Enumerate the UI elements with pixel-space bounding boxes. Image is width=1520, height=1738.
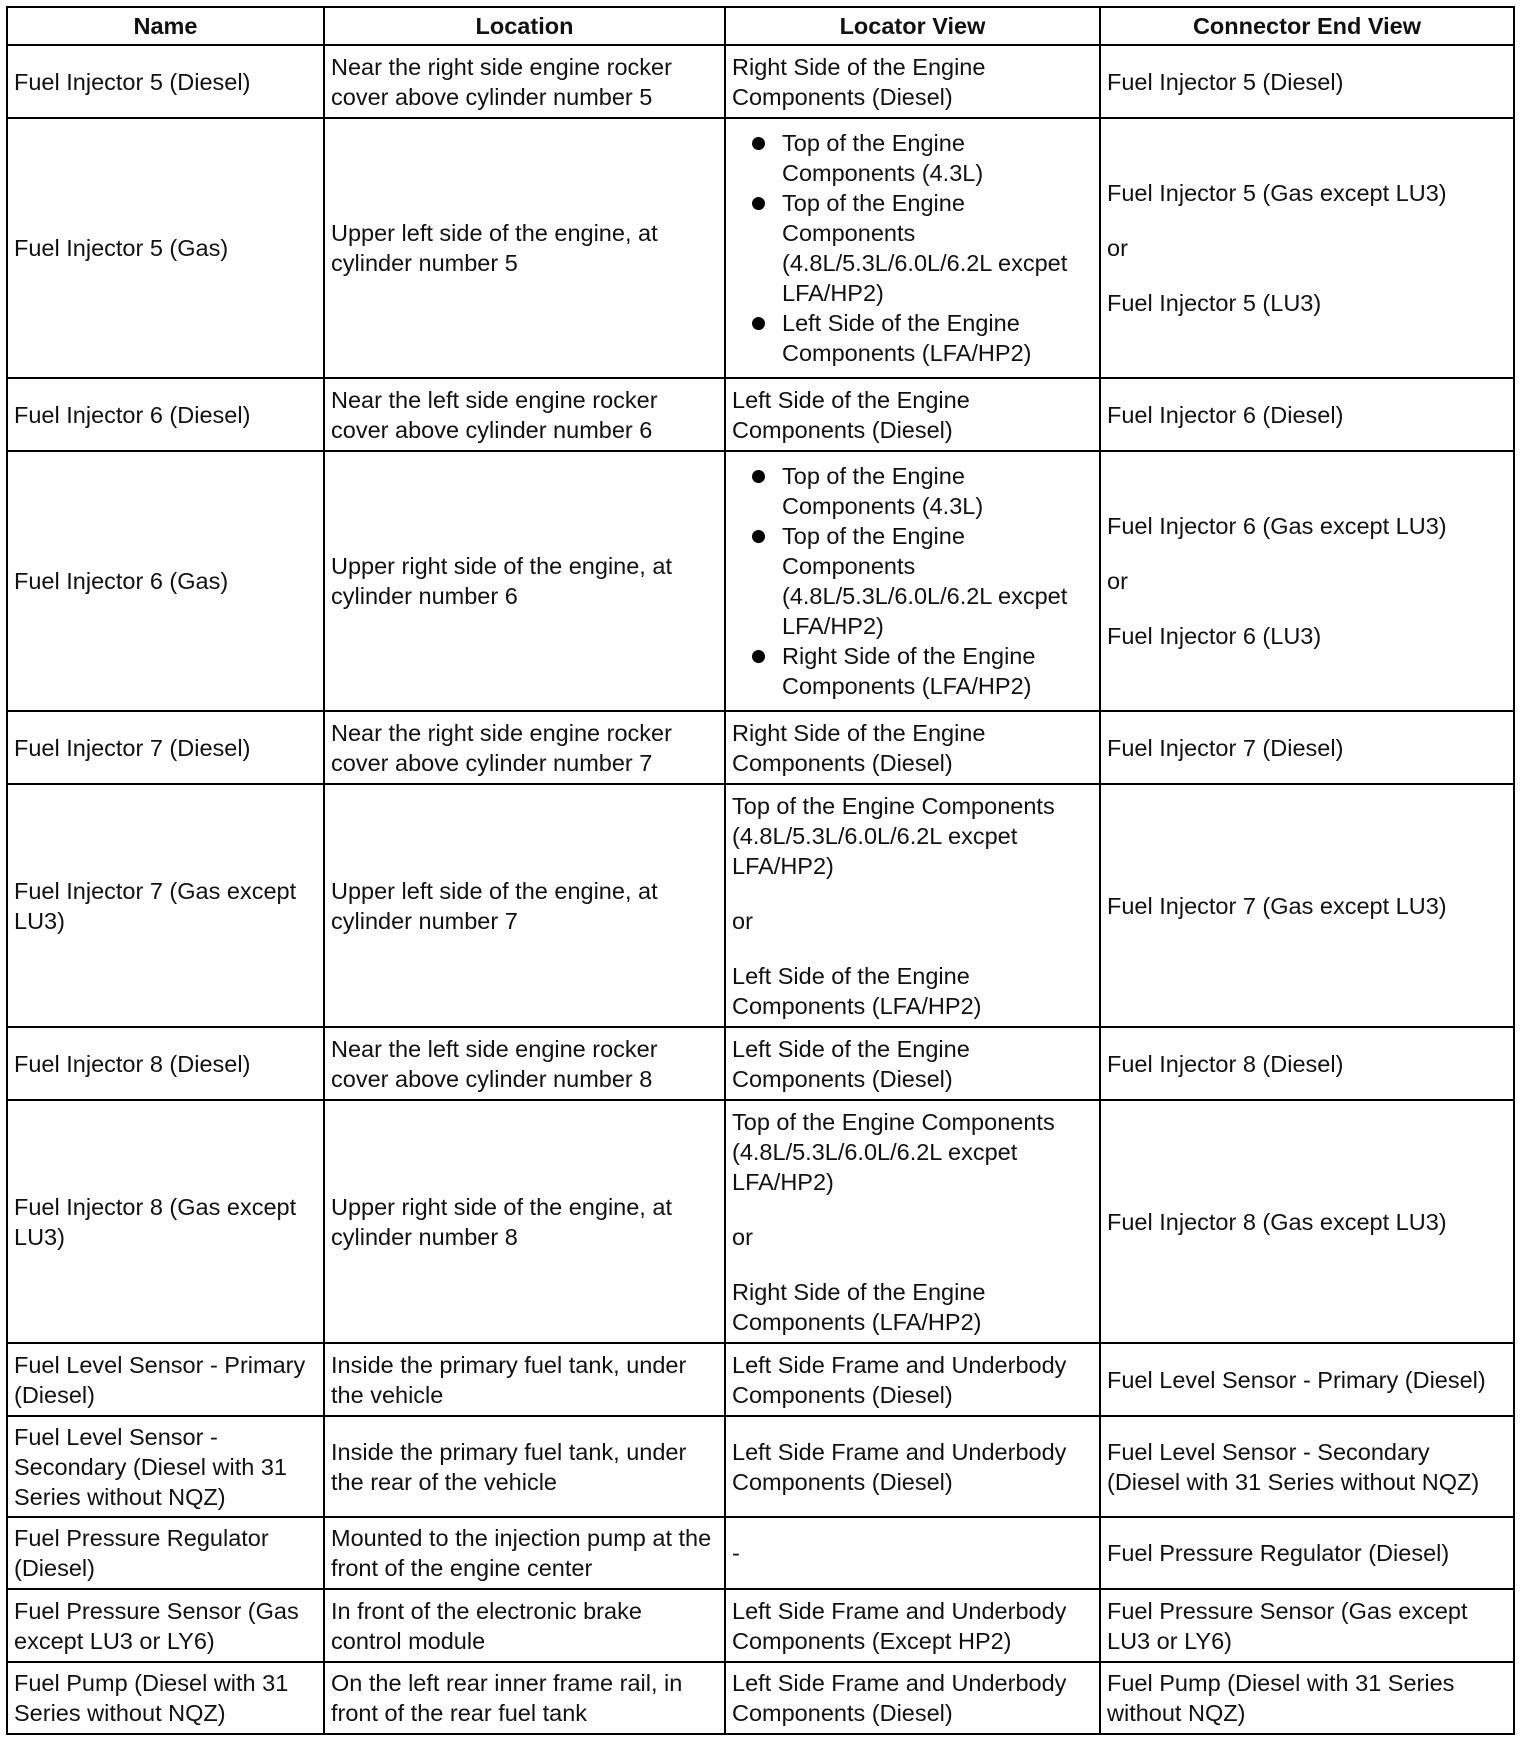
table-row: [7, 784, 1514, 1027]
or-text: or: [1107, 568, 1128, 594]
cell-locator-view: [725, 1100, 1100, 1343]
header-location: Location: [324, 7, 725, 45]
connector-link[interactable]: Fuel Pressure Sensor (Gas except LU3 or LY6): [1107, 1597, 1468, 1654]
cell-name: Fuel Pump (Diesel with 31 Series without NQZ): [7, 1662, 324, 1734]
cell-connector-end-view: [1100, 1662, 1514, 1734]
locator-link[interactable]: Left Side of the Engine Components (Diesel): [732, 1035, 970, 1092]
cell-name: Fuel Injector 7 (Gas except LU3): [7, 784, 324, 1027]
locator-link[interactable]: Left Side Frame and Underbody Components (Diesel): [732, 1351, 1067, 1408]
cell-connector-end-view: [1100, 45, 1514, 118]
locator-link[interactable]: Left Side of the Engine Components (Diesel): [732, 386, 970, 443]
locator-link[interactable]: Top of the Engine Components (4.8L/5.3L/6.0L/6.2L excpet LFA/HP2): [732, 1108, 1055, 1195]
cell-location: Upper right side of the engine, at cylinder number 8: [324, 1100, 725, 1343]
table-row: [7, 1100, 1514, 1343]
table-row: [7, 1416, 1514, 1517]
table-row: [7, 378, 1514, 451]
locator-placeholder: -: [732, 1540, 740, 1566]
connector-link[interactable]: Fuel Injector 8 (Gas except LU3): [1107, 1208, 1447, 1235]
connector-link[interactable]: Fuel Injector 7 (Diesel): [1107, 734, 1344, 761]
connector-link[interactable]: Fuel Level Sensor - Primary (Diesel): [1107, 1366, 1486, 1393]
table-row: [7, 1662, 1514, 1734]
cell-location: Upper right side of the engine, at cylinder number 6: [324, 451, 725, 711]
cell-locator-view: [725, 378, 1100, 451]
connector-link[interactable]: Fuel Pressure Regulator (Diesel): [1107, 1540, 1450, 1566]
cell-location: Upper left side of the engine, at cylinder number 5: [324, 118, 725, 378]
cell-name: Fuel Pressure Regulator (Diesel): [7, 1517, 324, 1589]
table-row: [7, 1589, 1514, 1662]
cell-locator-view: [725, 451, 1100, 711]
locator-link[interactable]: Left Side Frame and Underbody Components (Except HP2): [732, 1597, 1067, 1654]
connector-link[interactable]: Fuel Level Sensor - Secondary (Diesel with 31 Series without NQZ): [1107, 1438, 1480, 1495]
cell-location: Near the left side engine rocker cover above cylinder number 6: [324, 378, 725, 451]
cell-locator-view: [725, 118, 1100, 378]
locator-bullet-list: [732, 128, 1093, 368]
locator-link[interactable]: Left Side Frame and Underbody Components (Diesel): [732, 1438, 1067, 1495]
cell-name: Fuel Injector 6 (Diesel): [7, 378, 324, 451]
locator-bullet-item[interactable]: Top of the Engine Components (4.8L/5.3L/6.0L/6.2L excpet LFA/HP2): [752, 188, 1093, 308]
table-row: [7, 711, 1514, 784]
table-row: [7, 1343, 1514, 1416]
connector-link[interactable]: Fuel Injector 8 (Diesel): [1107, 1050, 1344, 1077]
cell-name: Fuel Injector 5 (Gas): [7, 118, 324, 378]
connector-link[interactable]: Fuel Injector 5 (Diesel): [1107, 68, 1344, 95]
connector-link[interactable]: Fuel Injector 7 (Gas except LU3): [1107, 892, 1447, 919]
cell-connector-end-view: [1100, 784, 1514, 1027]
cell-location: Mounted to the injection pump at the front of the engine center: [324, 1517, 725, 1589]
cell-name: Fuel Level Sensor - Primary (Diesel): [7, 1343, 324, 1416]
locator-link[interactable]: Right Side of the Engine Components (LFA/HP2): [732, 1278, 986, 1335]
cell-connector-end-view: [1100, 711, 1514, 784]
locator-link[interactable]: Right Side of the Engine Components (Diesel): [732, 719, 986, 776]
connector-link[interactable]: Fuel Injector 6 (Diesel): [1107, 401, 1344, 428]
cell-connector-end-view: [1100, 1100, 1514, 1343]
cell-location: Near the left side engine rocker cover above cylinder number 8: [324, 1027, 725, 1100]
header-name: Name: [7, 7, 324, 45]
cell-location: Upper left side of the engine, at cylinder number 7: [324, 784, 725, 1027]
cell-locator-view: [725, 1416, 1100, 1517]
cell-location: Inside the primary fuel tank, under the vehicle: [324, 1343, 725, 1416]
cell-name: Fuel Injector 8 (Gas except LU3): [7, 1100, 324, 1343]
connector-link[interactable]: Fuel Injector 5 (Gas except LU3): [1107, 180, 1447, 206]
cell-name: Fuel Injector 5 (Diesel): [7, 45, 324, 118]
header-locator-view: Locator View: [725, 7, 1100, 45]
locator-bullet-item[interactable]: Top of the Engine Components (4.8L/5.3L/6.0L/6.2L excpet LFA/HP2): [752, 521, 1093, 641]
table-row: [7, 1027, 1514, 1100]
locator-link[interactable]: Top of the Engine Components (4.8L/5.3L/6.0L/6.2L excpet LFA/HP2): [732, 792, 1055, 879]
cell-name: Fuel Level Sensor - Secondary (Diesel with 31 Series without NQZ): [7, 1416, 324, 1517]
table-row: [7, 118, 1514, 378]
cell-locator-view: [725, 784, 1100, 1027]
locator-bullet-item[interactable]: Top of the Engine Components (4.3L): [752, 461, 1093, 521]
cell-name: Fuel Injector 8 (Diesel): [7, 1027, 324, 1100]
cell-locator-view: [725, 1662, 1100, 1734]
header-row: [7, 7, 1514, 45]
cell-locator-view: [725, 1589, 1100, 1662]
cell-connector-end-view: [1100, 1517, 1514, 1589]
component-locator-table: [6, 6, 1515, 1735]
cell-name: Fuel Pressure Sensor (Gas except LU3 or LY6): [7, 1589, 324, 1662]
table-row: [7, 451, 1514, 711]
cell-name: Fuel Injector 7 (Diesel): [7, 711, 324, 784]
cell-locator-view: [725, 1343, 1100, 1416]
header-connector-end-view: Connector End View: [1100, 7, 1514, 45]
locator-bullet-item[interactable]: Top of the Engine Components (4.3L): [752, 128, 1093, 188]
cell-connector-end-view: [1100, 1416, 1514, 1517]
cell-connector-end-view: [1100, 451, 1514, 711]
connector-link[interactable]: Fuel Injector 6 (LU3): [1107, 623, 1322, 649]
cell-locator-view: [725, 1027, 1100, 1100]
cell-location: Near the right side engine rocker cover above cylinder number 5: [324, 45, 725, 118]
cell-locator-view: [725, 1517, 1100, 1589]
locator-bullet-list: [732, 461, 1093, 701]
connector-link[interactable]: Fuel Injector 5 (LU3): [1107, 290, 1322, 316]
cell-location: On the left rear inner frame rail, in front of the rear fuel tank: [324, 1662, 725, 1734]
table-row: [7, 1517, 1514, 1589]
cell-name: Fuel Injector 6 (Gas): [7, 451, 324, 711]
locator-link[interactable]: Left Side Frame and Underbody Components (Diesel): [732, 1670, 1067, 1726]
connector-link[interactable]: Fuel Injector 6 (Gas except LU3): [1107, 513, 1447, 539]
cell-connector-end-view: [1100, 1589, 1514, 1662]
cell-connector-end-view: [1100, 1343, 1514, 1416]
table-row: [7, 45, 1514, 118]
or-text: or: [1107, 235, 1128, 261]
cell-connector-end-view: [1100, 1027, 1514, 1100]
locator-link[interactable]: Left Side of the Engine Components (LFA/HP2): [732, 962, 982, 1019]
cell-locator-view: [725, 711, 1100, 784]
or-text: or: [732, 1223, 753, 1250]
locator-link[interactable]: Right Side of the Engine Components (Diesel): [732, 53, 986, 110]
cell-location: Near the right side engine rocker cover above cylinder number 7: [324, 711, 725, 784]
locator-bullet-item[interactable]: Right Side of the Engine Components (LFA/HP2): [752, 641, 1093, 701]
locator-bullet-item[interactable]: Left Side of the Engine Components (LFA/HP2): [752, 308, 1093, 368]
cell-connector-end-view: [1100, 118, 1514, 378]
or-text: or: [732, 907, 753, 934]
cell-connector-end-view: [1100, 378, 1514, 451]
connector-link[interactable]: Fuel Pump (Diesel with 31 Series without NQZ): [1107, 1670, 1455, 1726]
cell-location: In front of the electronic brake control module: [324, 1589, 725, 1662]
cell-location: Inside the primary fuel tank, under the rear of the vehicle: [324, 1416, 725, 1517]
cell-locator-view: [725, 45, 1100, 118]
